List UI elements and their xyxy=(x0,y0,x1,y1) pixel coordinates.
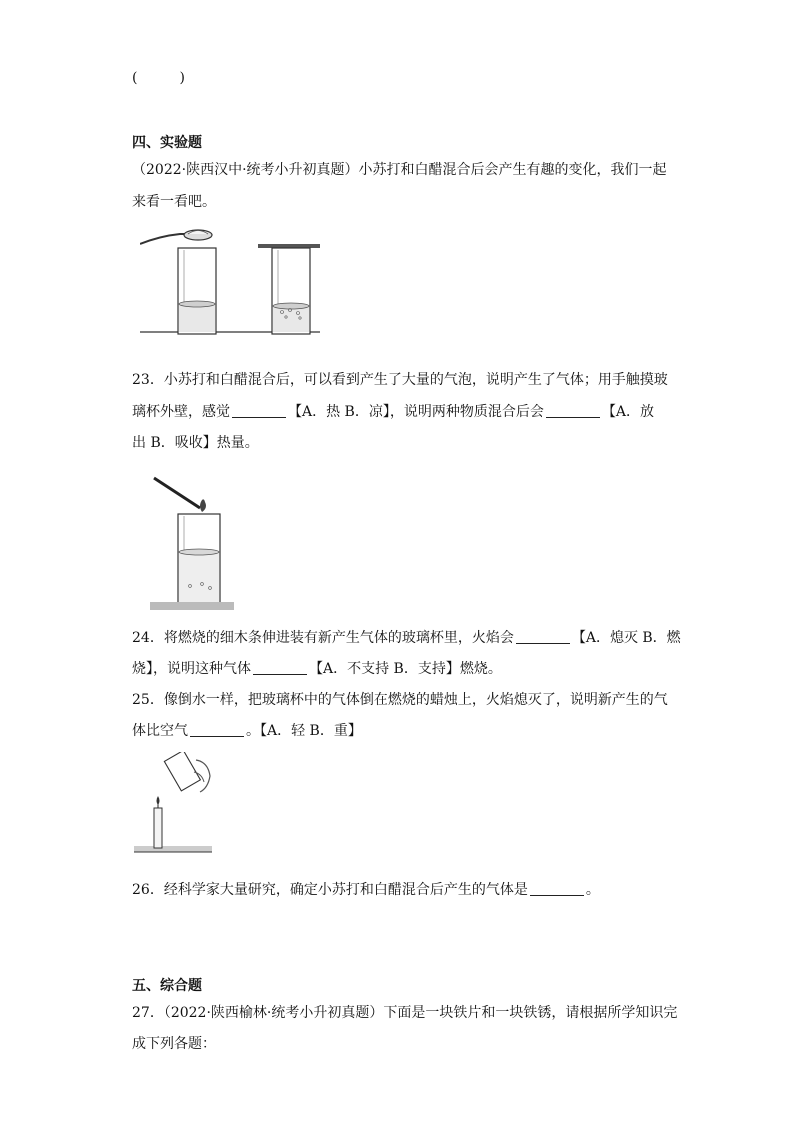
q23-blank-1[interactable] xyxy=(232,403,286,418)
q23-text-a: 璃杯外壁，感觉 xyxy=(132,404,230,420)
q23-text-c: 【A．放 xyxy=(601,404,654,420)
section-heading-experiment: 四、实验题 xyxy=(132,135,202,151)
figure-burning-stick-glass xyxy=(150,474,240,612)
q24-line1 xyxy=(132,628,681,648)
q23-line2 xyxy=(132,402,654,422)
q26-line xyxy=(132,880,600,900)
q25-text-b: 。【A．轻 B．重】 xyxy=(246,723,362,739)
section4-intro-line2: 来看一看吧。 xyxy=(132,194,216,210)
figure-pour-gas-candle xyxy=(134,752,214,864)
answer-parentheses: ( ) xyxy=(132,70,185,86)
q26-text-b: 。 xyxy=(585,882,600,898)
q25-line2 xyxy=(132,721,362,741)
q25-line1: 25．像倒水一样，把玻璃杯中的气体倒在燃烧的蜡烛上，火焰熄灭了，说明新产生的气 xyxy=(132,692,668,708)
q26-text-a: 26．经科学家大量研究，确定小苏打和白醋混合后产生的气体是 xyxy=(132,882,528,898)
q24-blank-2[interactable] xyxy=(253,660,307,675)
q27-line2: 成下列各题： xyxy=(132,1036,216,1052)
q24-text-b: 【A．熄灭 B．燃 xyxy=(571,630,681,646)
section-heading-comprehensive: 五、综合题 xyxy=(132,978,202,994)
q24-text-c: 烧】，说明这种气体 xyxy=(132,661,251,677)
q25-blank-1[interactable] xyxy=(190,722,244,737)
q24-line2 xyxy=(132,659,502,679)
q27-line1: 27．（2022·陕西榆林·统考小升初真题）下面是一块铁片和一块铁锈，请根据所学知识完 xyxy=(132,1005,678,1021)
q24-text-d: 【A．不支持 B．支持】燃烧。 xyxy=(309,661,502,677)
q23-blank-2[interactable] xyxy=(546,403,600,418)
q23-line3: 出 B．吸收】热量。 xyxy=(132,435,259,451)
q24-blank-1[interactable] xyxy=(516,629,570,644)
figure-baking-soda-vinegar xyxy=(140,222,320,350)
q25-text-a: 体比空气 xyxy=(132,723,188,739)
q26-blank-1[interactable] xyxy=(530,881,584,896)
q23-text-b: 【A．热 B．凉】，说明两种物质混合后会 xyxy=(288,404,544,420)
section4-intro-line1: （2022·陕西汉中·统考小升初真题）小苏打和白醋混合后会产生有趣的变化，我们一起 xyxy=(132,162,667,178)
q24-text-a: 24．将燃烧的细木条伸进装有新产生气体的玻璃杯里，火焰会 xyxy=(132,630,514,646)
q23-line1: 23．小苏打和白醋混合后，可以看到产生了大量的气泡，说明产生了气体；用手触摸玻 xyxy=(132,372,668,388)
